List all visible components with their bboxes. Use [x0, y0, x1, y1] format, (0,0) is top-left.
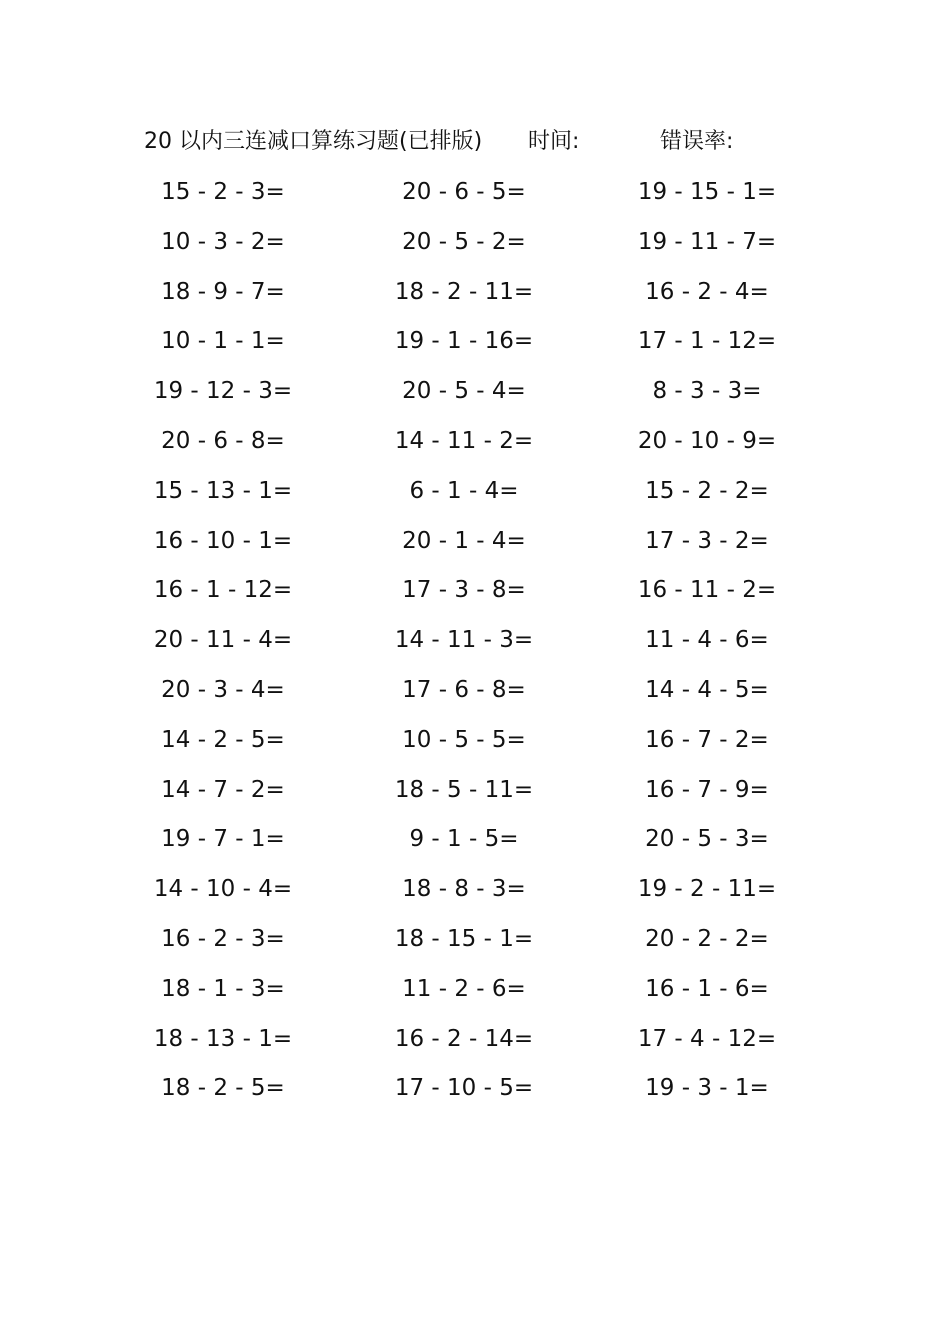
math-problem: 18 - 2 - 11= [394, 278, 534, 305]
math-problem: 10 - 3 - 2= [161, 228, 285, 255]
problem-row [0, 770, 950, 820]
math-problem: 20 - 5 - 2= [402, 228, 526, 255]
math-problem: 18 - 2 - 5= [161, 1075, 285, 1102]
problem-row [0, 1068, 950, 1118]
problem-row [0, 172, 950, 222]
problem-row [0, 321, 950, 371]
math-problem: 19 - 12 - 3= [153, 378, 293, 405]
problem-row [0, 570, 950, 620]
math-problem: 9 - 1 - 5= [409, 826, 519, 853]
math-problem: 18 - 8 - 3= [402, 876, 526, 903]
math-problem: 14 - 11 - 2= [394, 427, 534, 454]
math-problem: 19 - 7 - 1= [161, 826, 285, 853]
math-problem: 18 - 13 - 1= [153, 1025, 293, 1052]
problem-row [0, 819, 950, 869]
math-problem: 14 - 7 - 2= [161, 776, 285, 803]
problem-row [0, 869, 950, 919]
math-problem: 10 - 1 - 1= [161, 328, 285, 355]
math-problem: 15 - 2 - 3= [161, 179, 285, 205]
math-problem: 15 - 2 - 2= [645, 477, 769, 504]
math-problem: 16 - 7 - 9= [645, 776, 769, 803]
math-problem: 20 - 6 - 5= [402, 179, 526, 205]
math-problem: 17 - 4 - 12= [637, 1025, 777, 1052]
math-problem: 17 - 6 - 8= [402, 676, 526, 703]
math-problem: 19 - 2 - 11= [637, 876, 777, 903]
math-problem: 16 - 2 - 14= [394, 1025, 534, 1052]
math-problem: 19 - 1 - 16= [394, 328, 534, 355]
math-problem: 8 - 3 - 3= [652, 378, 762, 405]
problem-row [0, 272, 950, 322]
error-rate-label: 错误率: [660, 129, 734, 154]
math-problem: 19 - 11 - 7= [637, 228, 777, 255]
problem-row [0, 521, 950, 571]
problem-row [0, 620, 950, 670]
math-problem: 18 - 15 - 1= [394, 925, 534, 952]
math-problem: 18 - 9 - 7= [161, 278, 285, 305]
math-problem: 14 - 10 - 4= [153, 876, 293, 903]
math-problem: 20 - 5 - 4= [402, 378, 526, 405]
math-problem: 19 - 15 - 1= [637, 179, 777, 205]
time-label: 时间: [528, 129, 580, 154]
math-problem: 16 - 10 - 1= [153, 527, 293, 554]
problem-row [0, 421, 950, 471]
math-problem: 20 - 10 - 9= [637, 427, 777, 454]
math-problem: 17 - 1 - 12= [637, 328, 777, 355]
math-problem: 20 - 1 - 4= [402, 527, 526, 554]
math-problem: 17 - 3 - 8= [402, 577, 526, 604]
math-problem: 16 - 1 - 6= [645, 975, 769, 1002]
math-problem: 14 - 2 - 5= [161, 726, 285, 753]
math-problem: 17 - 10 - 5= [394, 1075, 534, 1102]
math-problem: 15 - 13 - 1= [153, 477, 293, 504]
math-problem: 20 - 11 - 4= [153, 627, 293, 654]
math-problem: 11 - 4 - 6= [645, 627, 769, 654]
math-problem: 17 - 3 - 2= [645, 527, 769, 554]
math-problem: 16 - 7 - 2= [645, 726, 769, 753]
problem-row [0, 371, 950, 421]
math-problem: 16 - 1 - 12= [153, 577, 293, 604]
problem-row [0, 919, 950, 969]
math-problem: 16 - 2 - 3= [161, 925, 285, 952]
worksheet-title: 20 以内三连减口算练习题(已排版) [144, 129, 483, 154]
math-problem: 20 - 5 - 3= [645, 826, 769, 853]
math-problem: 20 - 2 - 2= [645, 925, 769, 952]
problem-row [0, 1019, 950, 1069]
math-problem: 16 - 2 - 4= [645, 278, 769, 305]
problem-row [0, 670, 950, 720]
math-problem: 20 - 6 - 8= [161, 427, 285, 454]
math-problem: 10 - 5 - 5= [402, 726, 526, 753]
math-problem: 14 - 11 - 3= [394, 627, 534, 654]
math-problem: 19 - 3 - 1= [645, 1075, 769, 1102]
math-problem: 18 - 5 - 11= [394, 776, 534, 803]
problem-row [0, 471, 950, 521]
problem-row [0, 222, 950, 272]
problem-row [0, 969, 950, 1019]
math-problem: 16 - 11 - 2= [637, 577, 777, 604]
worksheet-header [0, 124, 950, 160]
math-problem: 6 - 1 - 4= [409, 477, 519, 504]
math-problem: 18 - 1 - 3= [161, 975, 285, 1002]
math-problem: 11 - 2 - 6= [402, 975, 526, 1002]
problem-grid [0, 172, 950, 1118]
math-problem: 20 - 3 - 4= [161, 676, 285, 703]
problem-row [0, 720, 950, 770]
math-problem: 14 - 4 - 5= [645, 676, 769, 703]
